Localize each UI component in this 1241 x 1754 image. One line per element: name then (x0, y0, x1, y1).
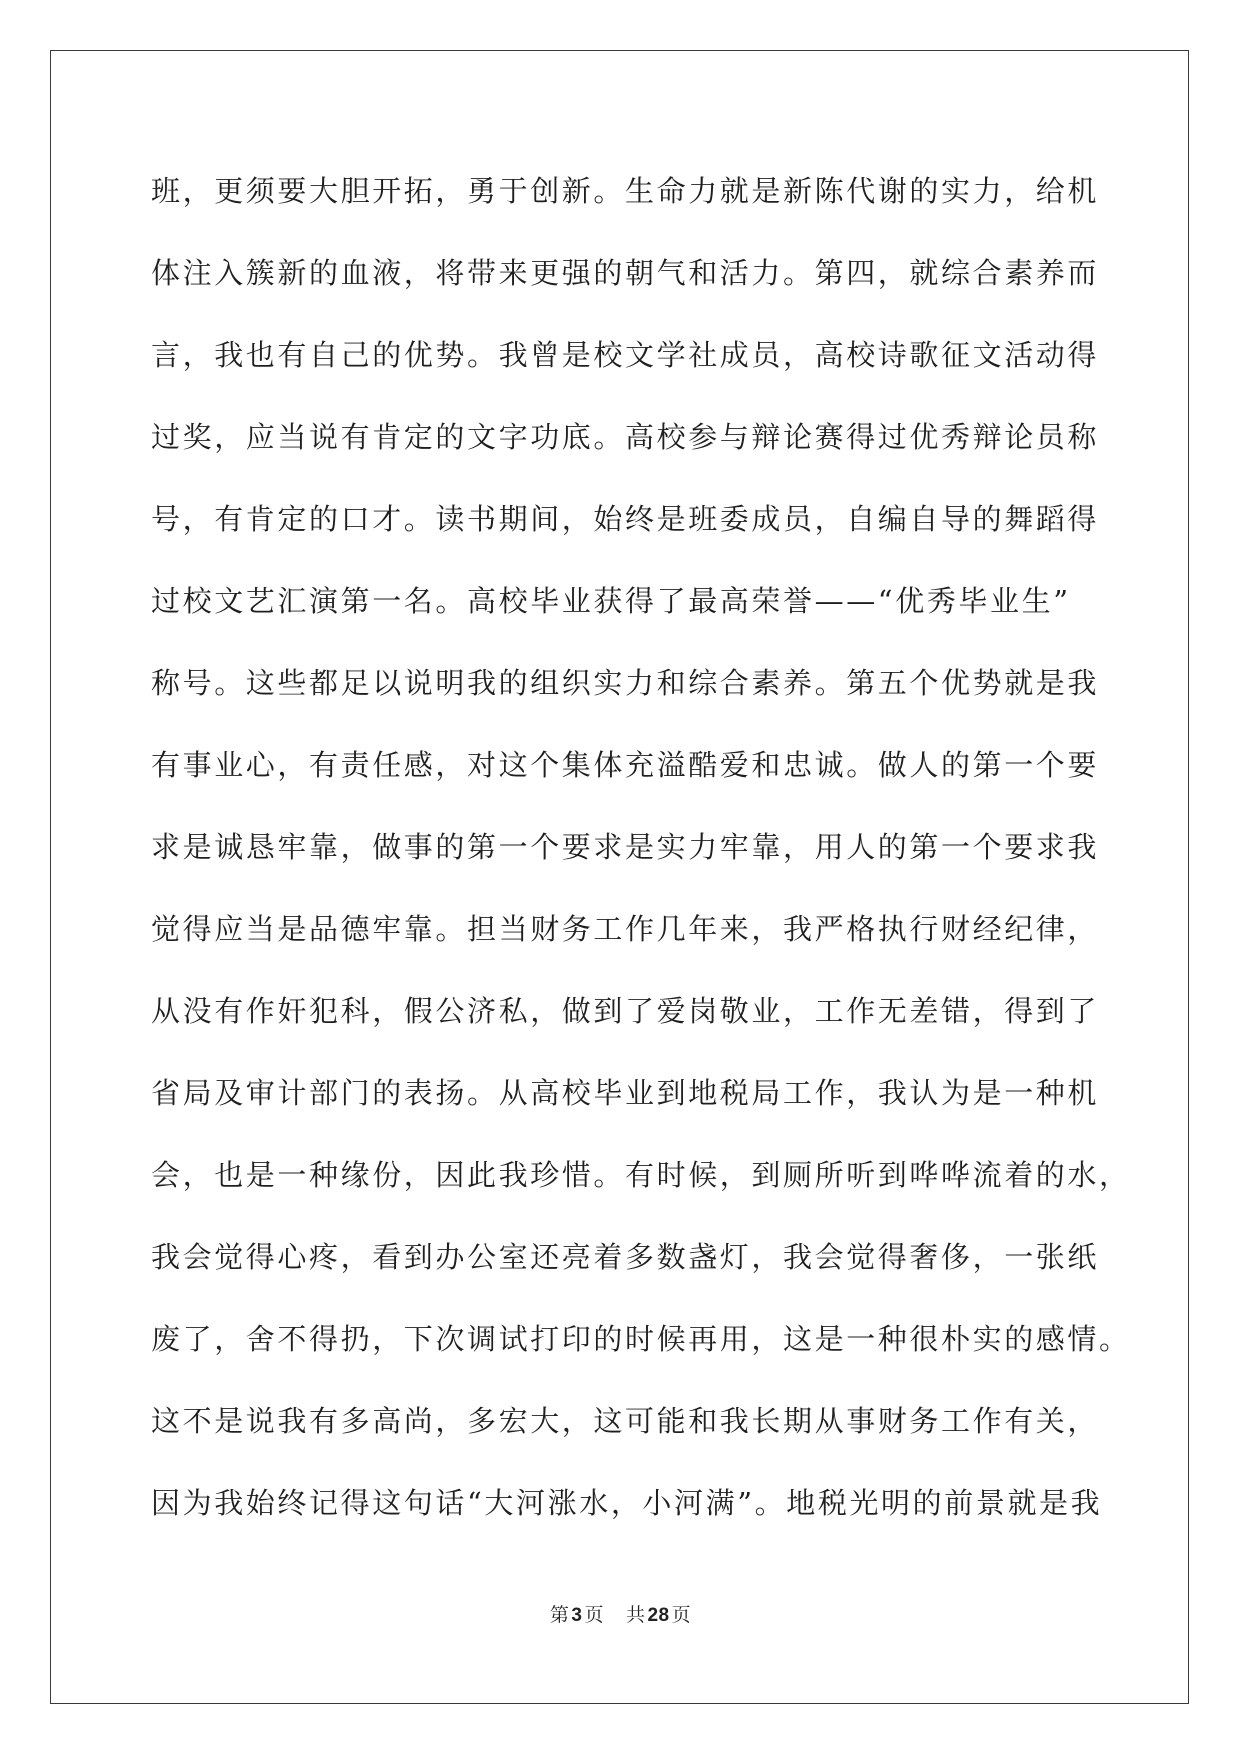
body-line: 求是诚恳牢靠，做事的第一个要求是实力牢靠，用人的第一个要求我 (151, 830, 1100, 864)
total-pages: 28 (647, 1605, 670, 1626)
body-line: 会，也是一种缘份，因此我珍惜。有时候，到厕所听到哗哗流着的水， (151, 1158, 1131, 1192)
page-suffix: 页 (584, 1604, 604, 1626)
document-body (151, 163, 1131, 1557)
body-line: 有事业心，有责任感，对这个集体充溢酷爱和忠诚。做人的第一个要 (151, 748, 1100, 782)
total-prefix: 共 (625, 1604, 646, 1626)
total-suffix: 页 (671, 1604, 692, 1626)
body-line: 过校文艺汇演第一名。高校毕业获得了最高荣誉——“优秀毕业生” (151, 584, 1071, 618)
body-line: 我会觉得心疼，看到办公室还亮着多数盏灯，我会觉得奢侈，一张纸 (151, 1240, 1100, 1274)
body-line: 因为我始终记得这句话“大河涨水，小河满”。地税光明的前景就是我 (151, 1486, 1103, 1520)
body-line: 省局及审计部门的表扬。从高校毕业到地税局工作，我认为是一种机 (151, 1076, 1100, 1110)
page-prefix: 第 (549, 1604, 570, 1626)
body-line: 过奖，应当说有肯定的文字功底。高校参与辩论赛得过优秀辩论员称 (151, 420, 1100, 454)
body-line: 这不是说我有多高尚，多宏大，这可能和我长期从事财务工作有关， (151, 1404, 1100, 1438)
body-line: 号，有肯定的口才。读书期间，始终是班委成员，自编自导的舞蹈得 (151, 502, 1100, 536)
body-line: 称号。这些都足以说明我的组织实力和综合素养。第五个优势就是我 (151, 666, 1100, 700)
body-line: 从没有作奸犯科，假公济私，做到了爱岗敬业，工作无差错，得到了 (151, 994, 1100, 1028)
body-line: 觉得应当是品德牢靠。担当财务工作几年来，我严格执行财经纪律， (151, 912, 1100, 946)
body-line: 言，我也有自己的优势。我曾是校文学社成员，高校诗歌征文活动得 (151, 338, 1100, 372)
page-footer (0, 1600, 1241, 1627)
body-line: 班，更须要大胆开拓，勇于创新。生命力就是新陈代谢的实力，给机 (151, 174, 1100, 208)
body-line: 体注入簇新的血液，将带来更强的朝气和活力。第四，就综合素养而 (151, 256, 1100, 290)
body-line: 废了，舍不得扔，下次调试打印的时候再用，这是一种很朴实的感情。 (151, 1322, 1131, 1356)
page-number: 3 (571, 1605, 583, 1626)
